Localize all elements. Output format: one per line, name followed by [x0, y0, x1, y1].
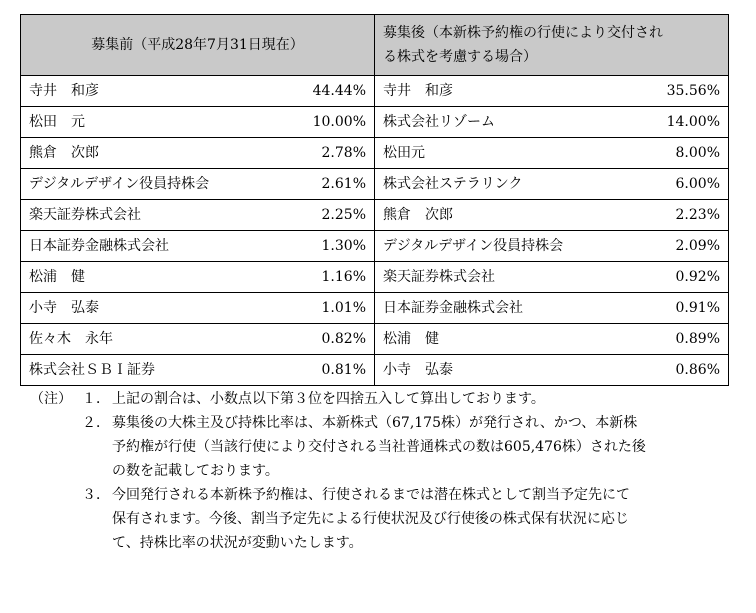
before-ownership-ratio: 1.30% — [321, 238, 366, 254]
after-ownership-ratio: 0.86% — [675, 362, 720, 378]
table-row — [21, 231, 729, 262]
after-shareholder-name: 熊倉 次郎 — [383, 207, 453, 223]
note-line: の数を記載しております。 — [112, 463, 279, 479]
after-cell — [375, 231, 729, 262]
before-shareholder-name: 松浦 健 — [29, 269, 85, 285]
before-shareholder-name: 楽天証券株式会社 — [29, 207, 141, 223]
note-text — [112, 411, 734, 483]
table-row — [21, 200, 729, 231]
after-ownership-ratio: 14.00% — [666, 114, 720, 130]
before-ownership-ratio: 2.61% — [321, 176, 366, 192]
before-cell — [21, 107, 375, 138]
after-ownership-ratio: 0.91% — [675, 300, 720, 316]
before-ownership-ratio: 2.78% — [321, 145, 366, 161]
after-cell — [375, 76, 729, 107]
table-row — [21, 293, 729, 324]
after-shareholder-name: 寺井 和彦 — [383, 83, 453, 99]
before-cell — [21, 324, 375, 355]
after-shareholder-name: 小寺 弘泰 — [383, 362, 453, 378]
after-cell — [375, 355, 729, 386]
before-ownership-ratio: 0.81% — [321, 362, 366, 378]
table-row — [21, 324, 729, 355]
note-item — [24, 483, 734, 555]
note-item — [24, 411, 734, 483]
after-ownership-ratio: 0.89% — [675, 331, 720, 347]
table-row — [21, 76, 729, 107]
before-shareholder-name: 松田 元 — [29, 114, 85, 130]
before-shareholder-name: 小寺 弘泰 — [29, 300, 99, 316]
note-number: ３． — [82, 487, 110, 503]
after-ownership-ratio: 8.00% — [675, 145, 720, 161]
note-text — [112, 483, 734, 555]
before-cell — [21, 231, 375, 262]
note-line: 今回発行される本新株予約権は、行使されるまでは潜在株式として割当予定先にて — [112, 487, 630, 503]
before-cell — [21, 262, 375, 293]
before-ownership-ratio: 10.00% — [312, 114, 366, 130]
table-row — [21, 107, 729, 138]
note-number: ２． — [82, 415, 110, 431]
before-shareholder-name: 株式会社ＳＢＩ証券 — [29, 362, 155, 378]
before-shareholder-name: 佐々木 永年 — [29, 331, 113, 347]
before-ownership-ratio: 1.01% — [321, 300, 366, 316]
table-row — [21, 355, 729, 386]
after-shareholder-name: 松浦 健 — [383, 331, 439, 347]
after-shareholder-name: デジタルデザイン役員持株会 — [383, 238, 564, 254]
after-shareholder-name: 日本証券金融株式会社 — [383, 300, 523, 316]
after-cell — [375, 262, 729, 293]
table-row — [21, 138, 729, 169]
after-cell — [375, 107, 729, 138]
after-shareholder-name: 松田元 — [383, 145, 425, 161]
before-cell — [21, 76, 375, 107]
before-shareholder-name: デジタルデザイン役員持株会 — [29, 176, 210, 192]
after-ownership-ratio: 2.09% — [675, 238, 720, 254]
before-shareholder-name: 熊倉 次郎 — [29, 145, 99, 161]
before-shareholder-name: 日本証券金融株式会社 — [29, 238, 169, 254]
table-row — [21, 262, 729, 293]
note-line: て、持株比率の状況が変動いたします。 — [112, 535, 363, 551]
after-cell — [375, 138, 729, 169]
table-header-row — [21, 15, 729, 76]
before-shareholder-name: 寺井 和彦 — [29, 83, 99, 99]
before-cell — [21, 138, 375, 169]
table-row — [21, 169, 729, 200]
before-cell — [21, 293, 375, 324]
before-cell — [21, 355, 375, 386]
note-line: 予約権が行使（当該行使により交付される当社普通株式の数は605,476株）された後 — [112, 439, 646, 455]
before-ownership-ratio: 44.44% — [312, 83, 366, 99]
note-line: 上記の割合は、小数点以下第３位を四捨五入して算出しております。 — [112, 391, 545, 407]
note-line: 保有されます。今後、割当予定先による行使状況及び行使後の株式保有状況に応じ — [112, 511, 629, 527]
note-line: 募集後の大株主及び持株比率は、本新株式（67,175株）が発行され、かつ、本新株 — [112, 415, 638, 431]
header-before: 募集前（平成28年7月31日現在） — [21, 15, 375, 76]
note-number: １． — [82, 391, 110, 407]
header-after: 募集後（本新株予約権の行使により交付され る株式を考慮する場合） — [375, 15, 729, 76]
after-cell — [375, 324, 729, 355]
after-ownership-ratio: 2.23% — [675, 207, 720, 223]
note-text — [112, 387, 734, 411]
notes-label: （注） — [30, 391, 72, 407]
note-item — [24, 387, 734, 411]
before-ownership-ratio: 0.82% — [321, 331, 366, 347]
after-cell — [375, 200, 729, 231]
after-shareholder-name: 株式会社リゾーム — [383, 114, 495, 130]
notes-section — [24, 387, 734, 555]
before-cell — [21, 200, 375, 231]
after-ownership-ratio: 6.00% — [675, 176, 720, 192]
after-ownership-ratio: 35.56% — [666, 83, 720, 99]
before-ownership-ratio: 2.25% — [321, 207, 366, 223]
before-cell — [21, 169, 375, 200]
before-ownership-ratio: 1.16% — [321, 269, 366, 285]
shareholder-table — [20, 14, 729, 386]
after-cell — [375, 293, 729, 324]
after-shareholder-name: 株式会社ステラリンク — [383, 176, 523, 192]
after-shareholder-name: 楽天証券株式会社 — [383, 269, 495, 285]
after-cell — [375, 169, 729, 200]
after-ownership-ratio: 0.92% — [675, 269, 720, 285]
